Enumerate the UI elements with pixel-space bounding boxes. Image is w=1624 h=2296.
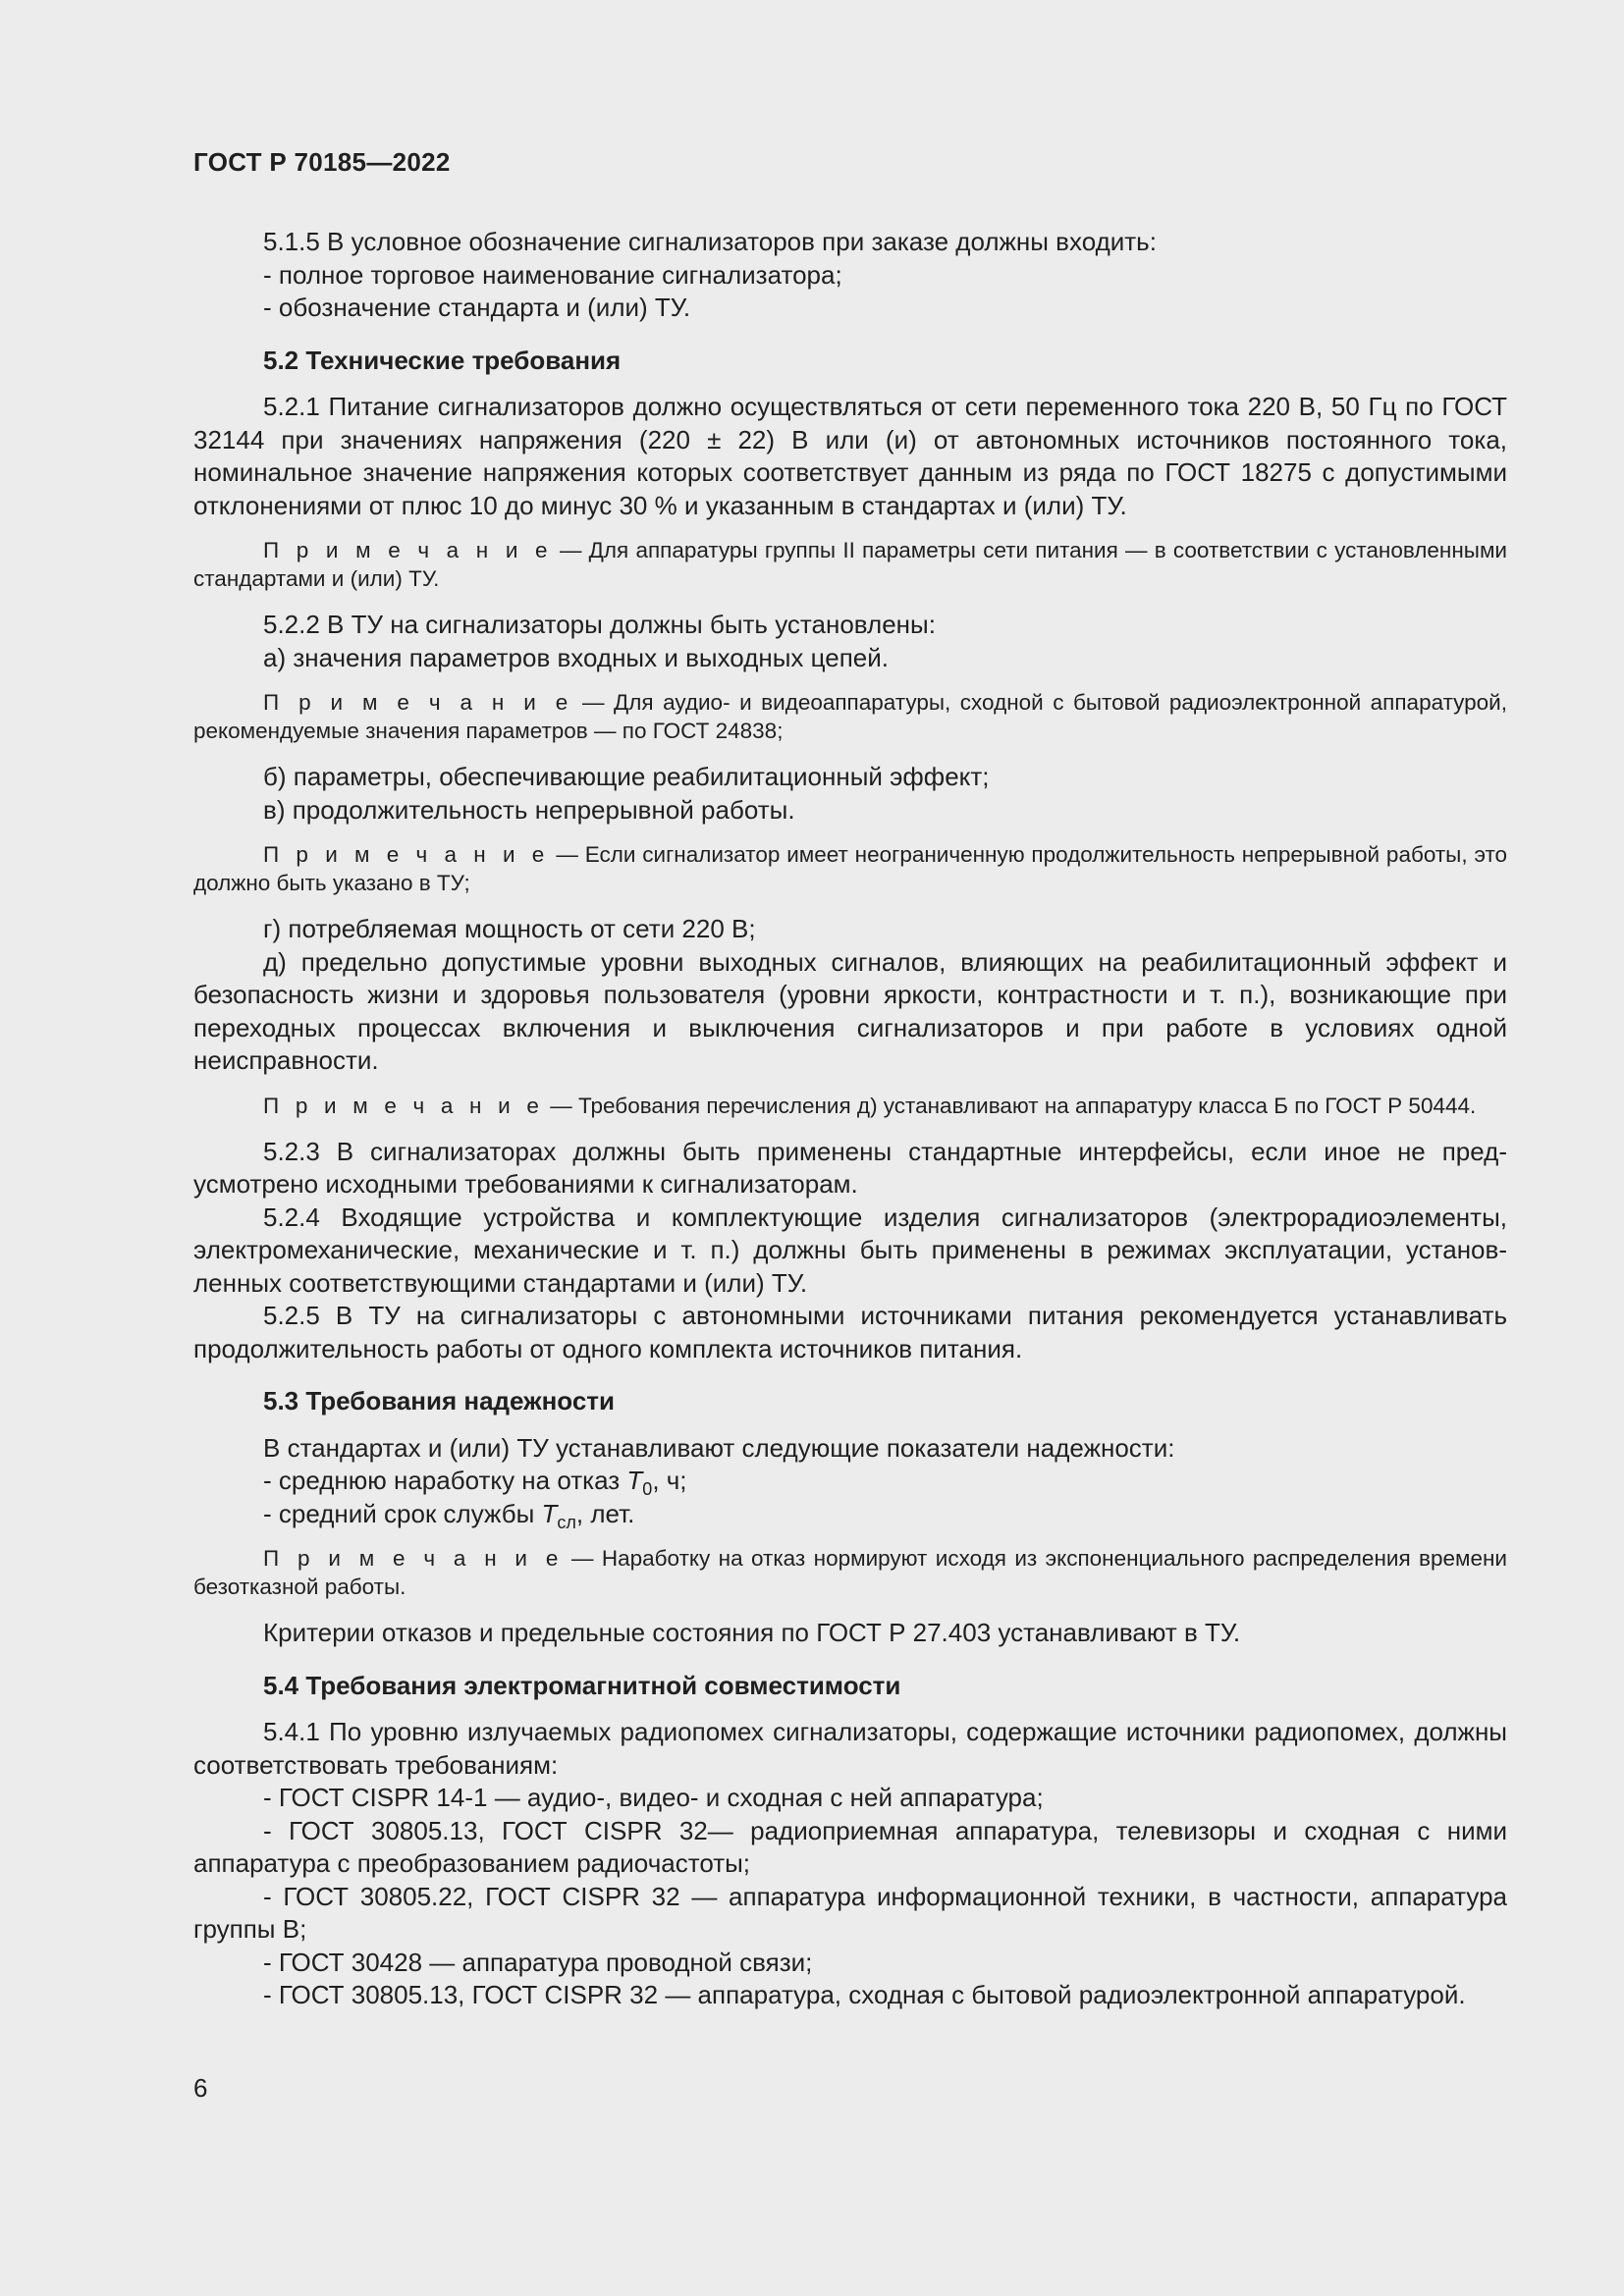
list-item: г) потребляемая мощность от сети 220 В; xyxy=(263,914,756,943)
clause-5-2-2: 5.2.2 В ТУ на сигнализаторы должны быть установлены: xyxy=(263,610,936,639)
variable-t: T xyxy=(626,1466,643,1495)
list-item xyxy=(193,1498,1507,1531)
note-text: — Для аудио- и видеоаппаратуры, сходной с бытовой радиоэлектронной аппаратурой, рекомендуемые значения параметров — по ГОСТ 24838; xyxy=(193,690,1507,743)
list-item: - ГОСТ 30805.22, ГОСТ CISPR 32 — аппаратура информационной техники, в частности, аппаратура группы В; xyxy=(193,1881,1507,1944)
note xyxy=(193,536,1507,593)
note xyxy=(193,840,1507,897)
list-item: - ГОСТ CISPR 14-1 — аудио-, видео- и сходная с ней аппаратура; xyxy=(263,1783,1044,1812)
list-item: б) параметры, обеспечивающие реабилитационный эффект; xyxy=(263,762,990,791)
failure-criteria: Критерии отказов и предельные состояния по ГОСТ Р 27.403 устанавливают в ТУ. xyxy=(263,1618,1241,1647)
list-item: в) продолжительность непрерывной работы. xyxy=(263,794,795,825)
subscript: 0 xyxy=(642,1479,653,1499)
item-text: - средний срок службы xyxy=(263,1498,542,1528)
note xyxy=(193,688,1507,745)
list-item: д) предельно допустимые уровни выходных сигналов, влияющих на реабилитационный эффект и безопасность жизни и здоровья пользователя (уровни яркости, контрастности и т. п.), возникающие при переходных процессах включения и выключения сигнализаторов и при работе в условиях одной неисправности. xyxy=(193,946,1507,1075)
note-text: — Если сигнализатор имеет неограниченную продолжительность непрерывной работы, это должно быть указано в ТУ; xyxy=(193,842,1508,895)
section-heading-5-2: 5.2 Технические требования xyxy=(263,345,622,375)
list-item: - ГОСТ 30805.13, ГОСТ CISPR 32 — аппаратура, сходная с бытовой радиоэлектронной аппаратурой. xyxy=(263,1980,1466,2009)
note-label: П р и м е ч а н и е xyxy=(263,1546,564,1571)
document-body xyxy=(193,226,1507,2012)
section-heading-5-3: 5.3 Требования надежности xyxy=(263,1386,616,1415)
note xyxy=(193,1092,1507,1120)
clause-5-2-1: 5.2.1 Питание сигнализаторов должно осуществляться от сети переменного тока 220 В, 50 Гц по ГОСТ 32144 при значениях напряжения (220 ± 22) В или (и) от автономных источников постоянного тока, номинальное значение напряжения которых соответствует данным из ряда по ГОСТ 18275 с допустимыми отклонениями от плюс 10 до минус 30 % и указанным в стандартах и (или) ТУ. xyxy=(193,392,1507,520)
clause-5-2-4: 5.2.4 Входящие устройства и комплектующие изделия сигнализаторов (электрорадиоэлементы, электромеханические, механические и т. п.) должны быть применены в режимах эксплуатации, установленных соответствующими стандартами и (или) ТУ. xyxy=(193,1201,1507,1298)
list-item: а) значения параметров входных и выходных цепей. xyxy=(263,642,889,672)
page-number: 6 xyxy=(193,2073,208,2103)
list-item: - ГОСТ 30805.13, ГОСТ CISPR 32— радиоприемная аппаратура, телевизоры и сходная с ними аппаратура с преобразованием радиочастоты; xyxy=(193,1815,1507,1878)
list-item: - обозначение стандарта и (или) ТУ. xyxy=(263,293,691,322)
subscript: сл xyxy=(557,1512,576,1532)
item-text: - среднюю наработку на отказ xyxy=(263,1466,627,1495)
clause-5-4-1: 5.4.1 По уровню излучаемых радиопомех сигнализаторы, содержащие источники радиопомех, должны соответствовать требованиям: xyxy=(193,1717,1507,1780)
item-text: , ч; xyxy=(652,1466,687,1495)
clause-5-2-5: 5.2.5 В ТУ на сигнализаторы с автономными источниками питания рекомендуется устанавливать продолжительность работы от одного комплекта источников питания. xyxy=(193,1301,1507,1363)
note-label: П р и м е ч а н и е xyxy=(263,690,573,715)
variable-t: T xyxy=(541,1498,558,1528)
note-text: — Наработку на отказ нормируют исходя из экспоненциального распределения времени безотказной работы. xyxy=(193,1546,1508,1599)
note-label: П р и м е ч а н и е xyxy=(263,538,553,562)
note xyxy=(193,1544,1507,1601)
list-item: - полное торговое наименование сигнализатора; xyxy=(263,259,842,290)
list-item: - ГОСТ 30428 — аппаратура проводной связи; xyxy=(263,1947,813,1977)
clause-5-1-5: 5.1.5 В условное обозначение сигнализаторов при заказе должны входить: xyxy=(263,227,1157,256)
list-item xyxy=(193,1465,1507,1498)
note-label: П р и м е ч а н и е xyxy=(263,1093,545,1118)
note-text: — Для аппаратуры группы II параметры сети питания — в соответствии с установленными стандартами и (или) ТУ. xyxy=(193,538,1507,591)
section-heading-5-4: 5.4 Требования электромагнитной совместимости xyxy=(263,1670,901,1700)
reliability-intro: В стандартах и (или) ТУ устанавливают следующие показатели надежности: xyxy=(263,1432,1175,1463)
item-text: , лет. xyxy=(575,1498,635,1528)
clause-5-2-3: 5.2.3 В сигнализаторах должны быть применены стандартные интерфейсы, если иное не предусмотрено исходными требованиями к сигнализаторам. xyxy=(193,1136,1507,1199)
page-header: ГОСТ Р 70185—2022 xyxy=(193,147,451,177)
note-text: — Требования перечисления д) устанавливают на аппаратуру класса Б по ГОСТ Р 50444. xyxy=(544,1093,1477,1118)
note-label: П р и м е ч а н и е xyxy=(263,842,550,867)
